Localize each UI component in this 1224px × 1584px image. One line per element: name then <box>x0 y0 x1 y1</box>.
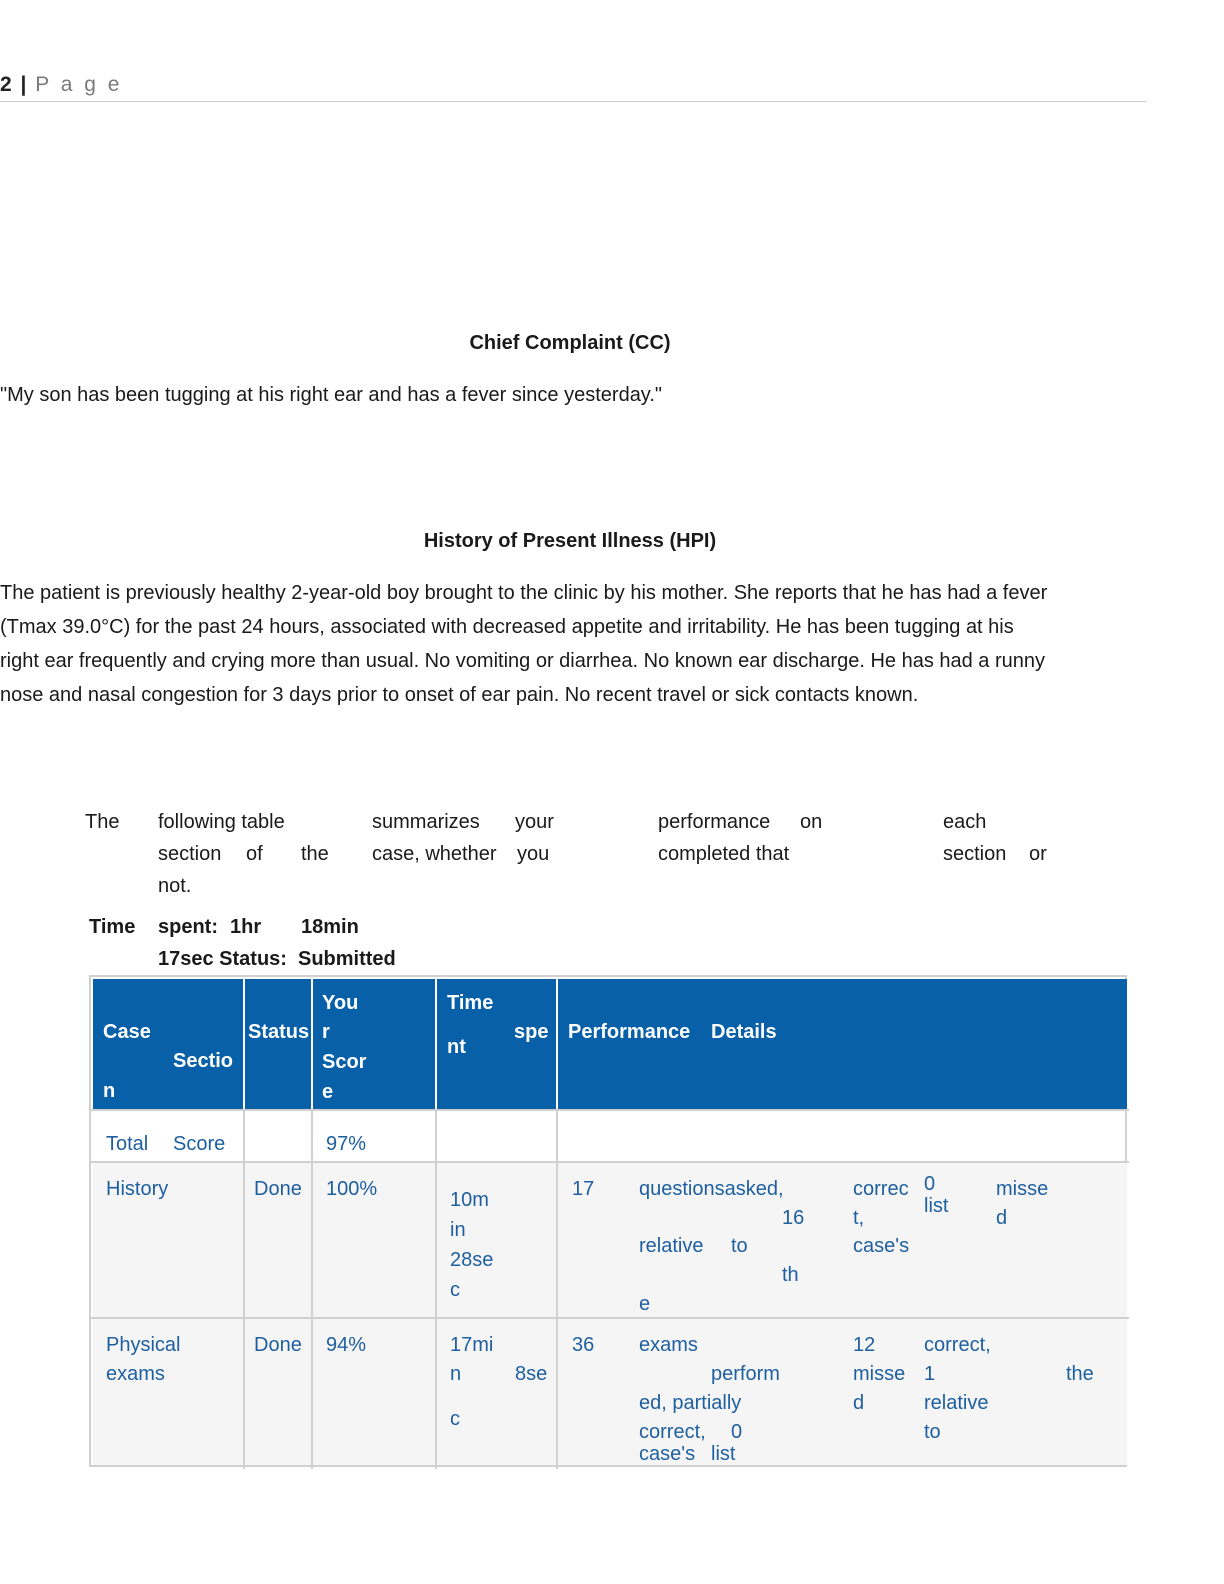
physical-time: n <box>450 1363 462 1385</box>
header-score: Scor <box>322 1051 367 1073</box>
physical-time: c <box>450 1408 460 1430</box>
hpi-line: nose and nasal congestion for 3 days prior to onset of ear pain. No recent travel or sick contacts known. <box>0 684 919 706</box>
history-time: 10m <box>450 1189 489 1211</box>
status-value: Submitted <box>298 948 396 970</box>
intro-word: section <box>158 843 222 865</box>
table-header-row <box>93 979 1127 1109</box>
physical-detail: 0 <box>731 1421 743 1443</box>
history-detail: th <box>782 1264 799 1286</box>
history-time: 28se <box>450 1249 494 1271</box>
history-time: in <box>450 1219 466 1241</box>
header-divider <box>311 977 313 1109</box>
physical-detail: relative <box>924 1392 989 1414</box>
physical-detail: misse <box>853 1363 906 1385</box>
history-detail: questionsasked, <box>639 1178 784 1200</box>
intro-word: the <box>301 843 329 865</box>
history-detail: misse <box>996 1178 1049 1200</box>
intro-word: you <box>517 843 550 865</box>
physical-detail: exams <box>639 1334 698 1356</box>
physical-detail: to <box>924 1421 941 1443</box>
cc-text: "My son has been tugging at his right ear and has a fever since yesterday." <box>0 384 662 406</box>
time-value: 1hr <box>230 916 262 938</box>
physical-status: Done <box>254 1334 302 1356</box>
history-score: 100% <box>326 1178 378 1200</box>
hpi-heading: History of Present Illness (HPI) <box>423 530 717 552</box>
time-label: Time <box>89 916 136 938</box>
history-section: History <box>106 1178 169 1200</box>
header-status: Status <box>248 1021 310 1043</box>
time-label: spent: <box>158 916 218 938</box>
header-case: n <box>103 1080 116 1102</box>
header-case: Case <box>103 1021 151 1043</box>
row-divider <box>91 1317 1129 1319</box>
header-score: You <box>322 992 359 1014</box>
intro-word: your <box>515 811 554 833</box>
header-time: Time <box>447 992 494 1014</box>
intro-word: following table <box>158 811 285 833</box>
intro-word: section <box>943 843 1007 865</box>
header-divider <box>0 101 1146 102</box>
history-detail: 0 <box>924 1173 936 1195</box>
time-value: 18min <box>301 916 359 938</box>
history-detail: 16 <box>782 1207 805 1229</box>
summary-intro <box>0 806 1224 906</box>
intro-word: not. <box>158 875 192 897</box>
history-detail: 17 <box>572 1178 595 1200</box>
cc-heading: Chief Complaint (CC) <box>469 332 671 354</box>
physical-detail: d <box>853 1392 865 1414</box>
total-score: 97% <box>326 1133 367 1155</box>
intro-word: or <box>1029 843 1047 865</box>
physical-detail: correct, <box>924 1334 991 1356</box>
history-detail: e <box>639 1293 651 1315</box>
hpi-line: right ear frequently and crying more than usual. No vomiting or diarrhea. No known ear discharge. He has had a runny <box>0 650 1046 672</box>
intro-word: completed that <box>658 843 790 865</box>
physical-section: Physical <box>106 1334 181 1356</box>
table-row-history-bg <box>93 1163 1127 1317</box>
total-label: Score <box>173 1133 226 1155</box>
hpi-line: (Tmax 39.0°C) for the past 24 hours, associated with decreased appetite and irritability. He has been tugging at his <box>0 616 1014 638</box>
physical-detail: 12 <box>853 1334 876 1356</box>
header-divider <box>556 977 558 1109</box>
row-divider <box>91 1161 1129 1163</box>
history-detail: to <box>731 1235 748 1257</box>
physical-time: 8se <box>515 1363 548 1385</box>
history-detail: case's <box>853 1235 910 1257</box>
header-divider <box>435 977 437 1109</box>
history-detail: relative <box>639 1235 704 1257</box>
history-status: Done <box>254 1178 302 1200</box>
physical-detail: case's <box>639 1443 696 1465</box>
physical-detail: perform <box>711 1363 780 1385</box>
page-separator: | <box>20 73 27 96</box>
hpi-paragraph <box>0 576 1047 712</box>
header-details: Performance <box>568 1021 691 1043</box>
intro-word: each <box>943 811 987 833</box>
time-status <box>0 911 600 975</box>
header-time: spe <box>514 1021 549 1043</box>
page-label: P a g e <box>35 73 123 96</box>
physical-section: exams <box>106 1363 165 1385</box>
total-label: Total <box>106 1133 149 1155</box>
header-score: e <box>322 1081 334 1103</box>
history-time: c <box>450 1279 460 1301</box>
header-time: nt <box>447 1036 466 1058</box>
hpi-line: The patient is previously healthy 2-year-old boy brought to the clinic by his mother. She reports that he has had a fever <box>0 582 1048 604</box>
page-number: 2 <box>0 73 12 96</box>
header-details: Details <box>711 1021 777 1043</box>
intro-word: of <box>246 843 263 865</box>
page-header <box>0 73 122 97</box>
row-divider <box>91 1109 1129 1111</box>
history-detail: correc <box>853 1178 909 1200</box>
physical-detail: correct, <box>639 1421 706 1443</box>
history-detail: list <box>924 1195 949 1217</box>
intro-word: summarizes <box>372 811 480 833</box>
physical-detail: ed, partially <box>639 1392 742 1414</box>
time-value: 17sec Status: <box>158 948 287 970</box>
history-detail: t, <box>853 1207 865 1229</box>
intro-word: case, whether <box>372 843 497 865</box>
physical-detail: 36 <box>572 1334 595 1356</box>
physical-detail: list <box>711 1443 736 1465</box>
performance-table <box>89 975 1127 1467</box>
physical-detail: the <box>1066 1363 1094 1385</box>
history-detail: d <box>996 1207 1008 1229</box>
intro-word: performance <box>658 811 771 833</box>
intro-word: on <box>800 811 823 833</box>
header-divider <box>243 977 245 1109</box>
header-score: r <box>322 1021 330 1043</box>
header-case: Sectio <box>173 1050 234 1072</box>
physical-detail: 1 <box>924 1363 936 1385</box>
physical-score: 94% <box>326 1334 367 1356</box>
physical-time: 17mi <box>450 1334 494 1356</box>
intro-word: The <box>85 811 120 833</box>
